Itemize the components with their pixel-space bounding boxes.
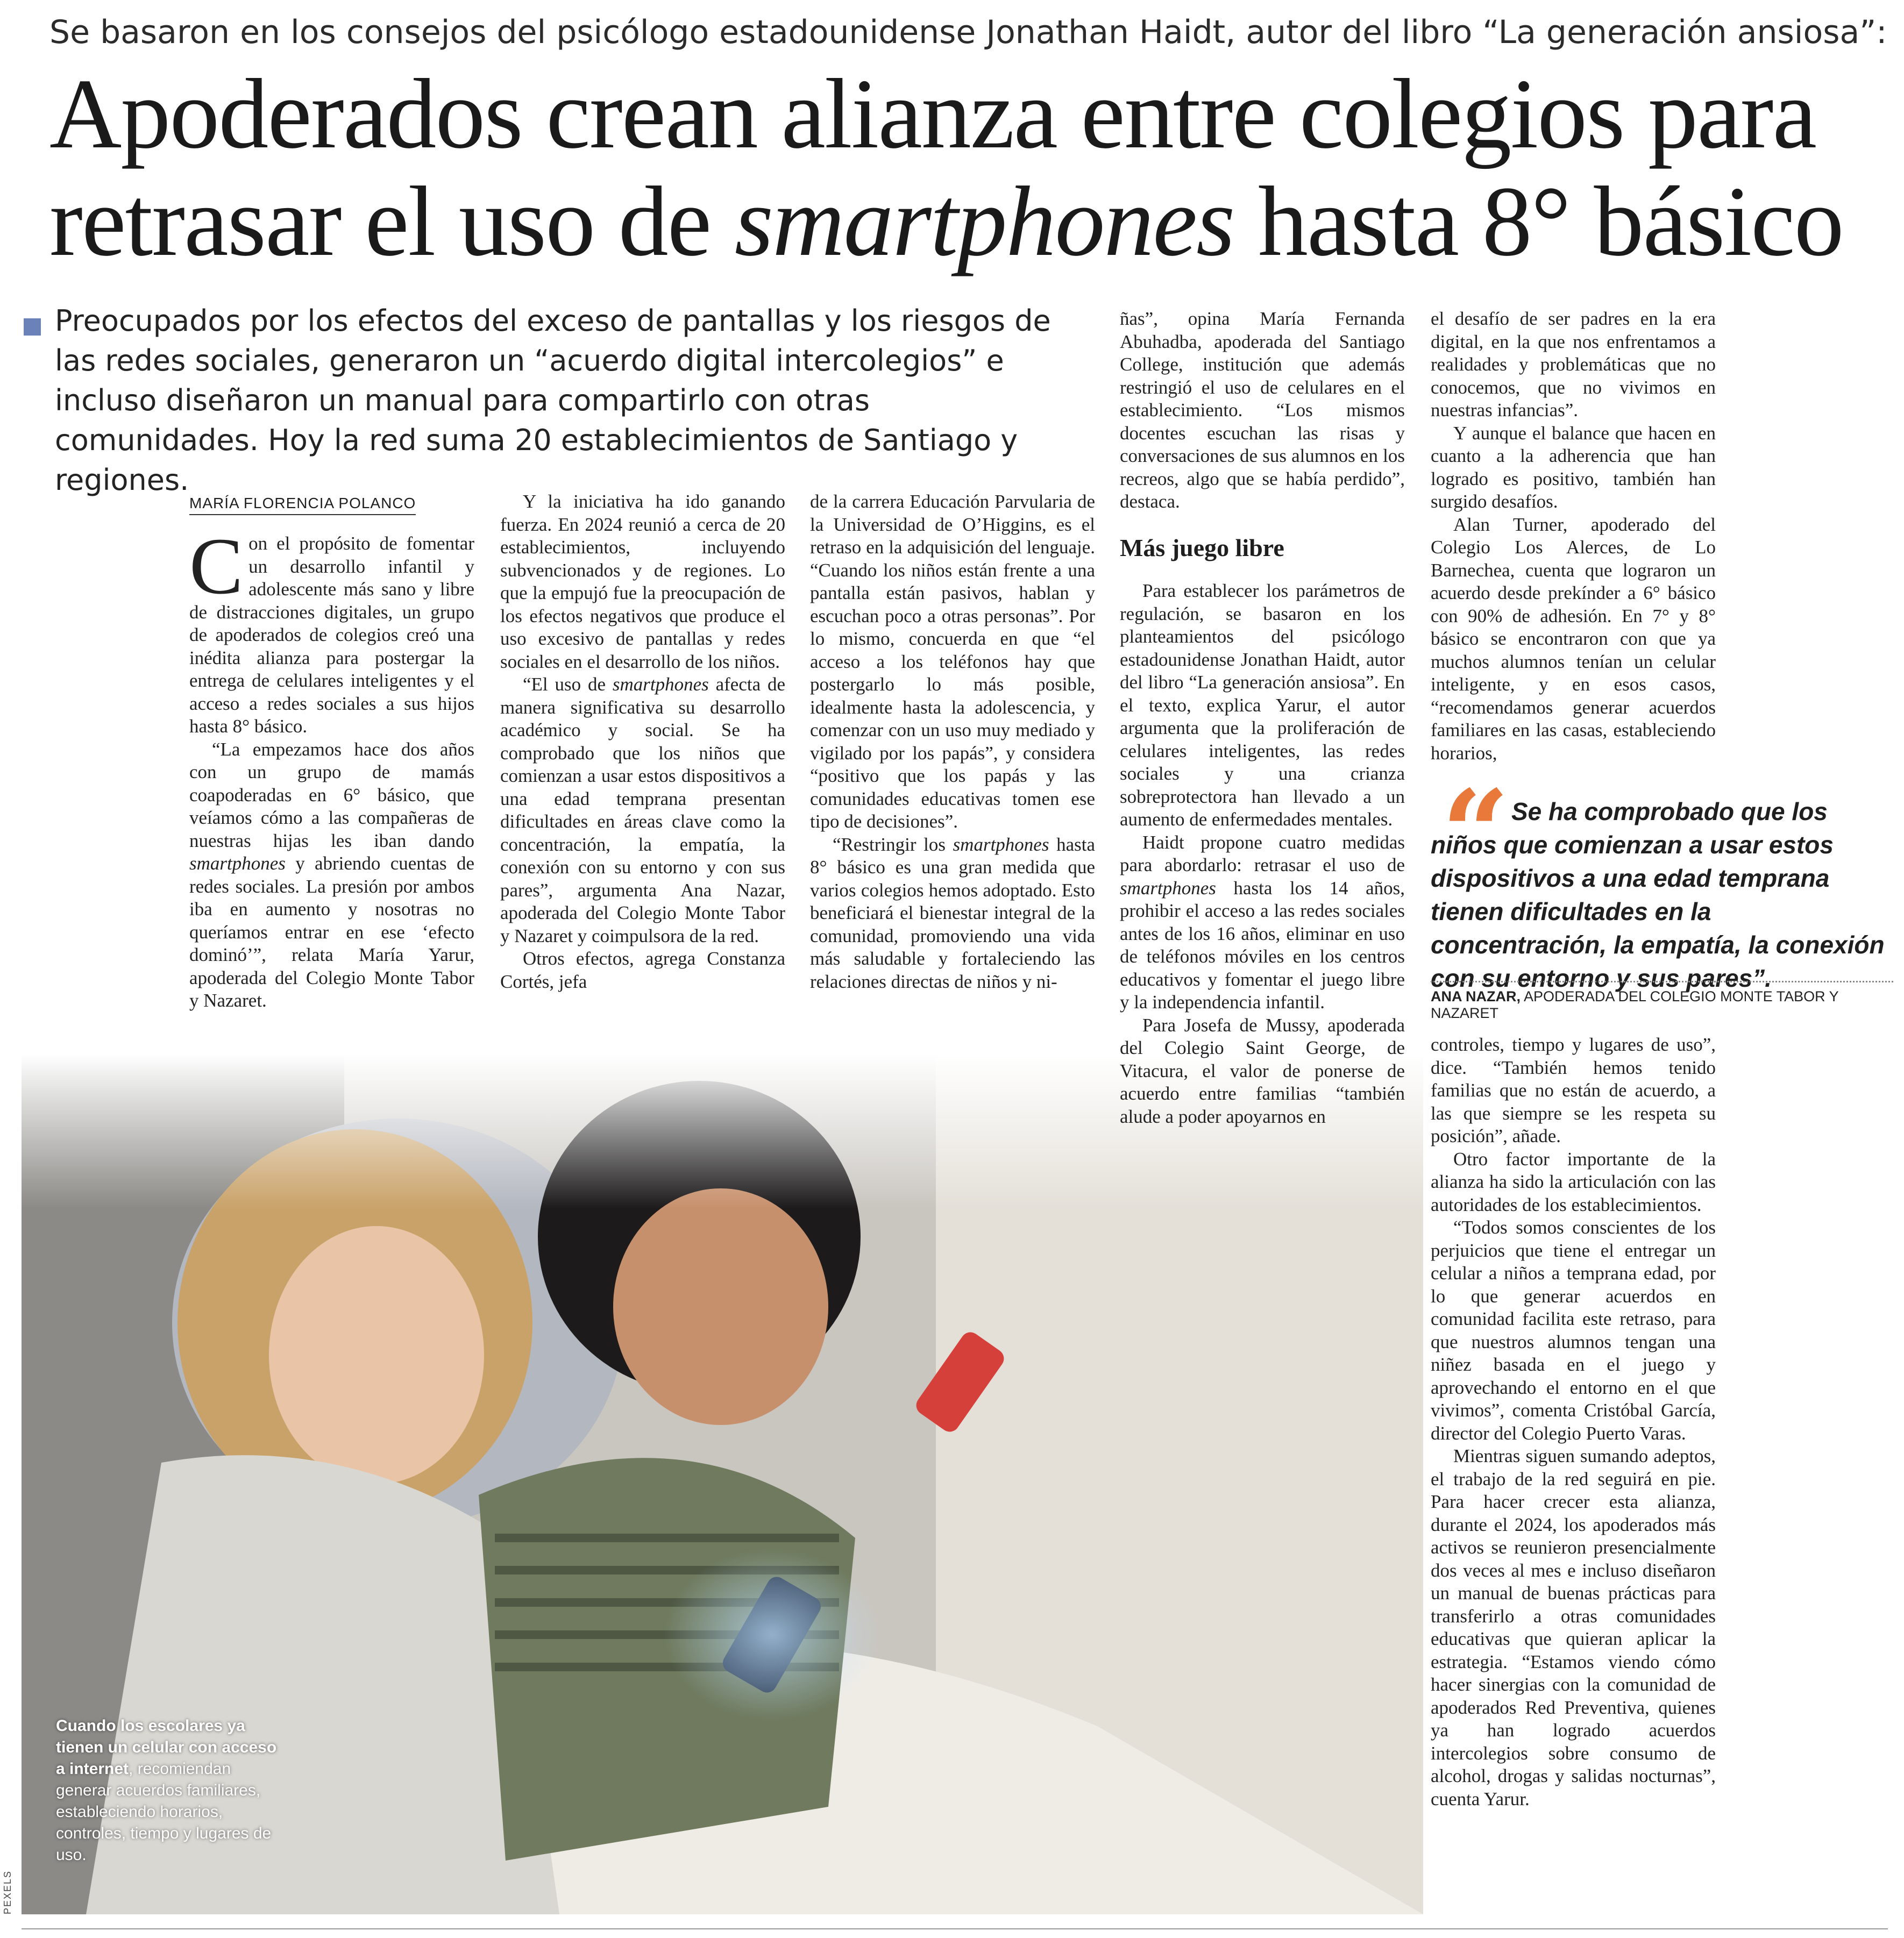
col5-paragraph-5: Otro factor importante de la alianza ha sido la articulación con las autoridades de los establecimientos.	[1431, 1148, 1716, 1215]
column-4-continued	[1120, 580, 1405, 1128]
col1-p2-b: y abriendo cuentas de redes sociales. La presión por ambos iba en aumento y nosotras no queríamos entrar en ese ‘efecto dominó’”, relata María Yarur, apoderada del Colegio Monte Tabor y Nazaret.	[189, 853, 474, 1011]
drop-cap: C	[189, 522, 244, 611]
col5-paragraph-1: el desafío de ser padres en la era digital, en la que nos enfrentamos a realidades y problemáticas que no conocemos, que no vivimos en nuestras infancias”.	[1431, 308, 1716, 421]
headline-italic: smartphones	[734, 166, 1234, 277]
column-4	[1120, 308, 1405, 514]
photo-credit: PEXELS	[2, 1870, 13, 1914]
column-3	[810, 490, 1095, 993]
col2-paragraph-1: Y la iniciativa ha ido ganando fuerza. En 2024 reunió a cerca de 20 establecimientos, incluyendo subvencionados y de regiones. Lo que la empujó fue la preocupación de los efectos negativos que produce el uso excesivo de pantallas y redes sociales en el desarrollo de los niños.	[500, 491, 785, 672]
kicker: Se basaron en los consejos del psicólogo estadounidense Jonathan Haidt, autor del libro “La generación ansiosa”:	[49, 13, 1887, 51]
caption-bold: Cuando los escolares ya tienen un celular con acceso a internet	[56, 1717, 277, 1778]
col5-paragraph-6: “Todos somos conscientes de los perjuicios que tiene el entregar un celular a niños a temprana edad, por lo que generar acuerdos en comunidad facilita este retraso, para que nuestros alumnos tengan una niñez basada en el juego y aprovechando el entorno en el que vivimos”, comenta Cristóbal García, director del Colegio Puerto Varas.	[1431, 1217, 1716, 1444]
col2-p2-b: afecta de manera significativa su desarrollo académico y social. Se ha comprobado que los niños que comienzan a usar estos dispositivos a una edad temprana presentan dificultades en áreas clave como la concentración, la empatía, la conexión con su entorno y con sus pares”, argumenta Ana Nazar, apoderada del Colegio Monte Tabor y Nazaret y coimpulsora de la red.	[500, 674, 785, 946]
column-2	[500, 490, 785, 993]
col1-p1-text: on el propósito de fomentar un desarrollo infantil y adolescente más sano y libre de distracciones digitales, un grupo de apoderados de colegios creó una inédita alianza para postergar la entrega de celulares inteligentes y el acceso a redes sociales a sus hijos hasta 8° básico.	[189, 533, 474, 737]
headline-line1: Apoderados crean alianza entre colegios para	[49, 59, 1816, 169]
attribution-role: APODERADA DEL COLEGIO MONTE TABOR Y NAZARET	[1431, 988, 1839, 1021]
col4-p3-a: Haidt propone cuatro medidas para abordarlo: retrasar el uso de	[1120, 831, 1405, 875]
headline-line2-a: retrasar el uso de	[49, 166, 735, 277]
column-5	[1431, 308, 1716, 765]
column-1	[189, 522, 474, 1013]
col3-p2-b: hasta 8° básico es una gran medida que varios colegios hemos adoptado. Esto beneficiará el bienestar integral de la comunidad, promoviendo una vida más saludable y fortaleciendo las relaciones directas de niños y ni-	[810, 833, 1095, 992]
col1-p2-a: “La empezamos hace dos años con un grupo de mamás coapoderadas en 6° básico, que veíamos cómo a las compañeras de nuestras hijas les iban dando	[189, 738, 474, 851]
col4-p3-b: hasta los 14 años, prohibir el acceso a las redes sociales antes de los 16 años, eliminar en uso de teléfonos móviles en los centros educativos y fomentar el juego libre y la independencia infantil.	[1120, 877, 1405, 1013]
col5-paragraph-2: Y aunque el balance que hacen en cuanto a la adherencia que han logrado es positivo, también han surgido desafíos.	[1431, 422, 1716, 512]
col4-p3-italic: smartphones	[1120, 877, 1216, 899]
bottom-divider	[22, 1928, 1888, 1929]
col4-paragraph-3	[1120, 831, 1405, 1014]
caption-rest: , recomiendan generar acuerdos familiares, estableciendo horarios, controles, tiempo y lugares de uso.	[56, 1760, 272, 1864]
col5-paragraph-7: Mientras siguen sumando adeptos, el trabajo de la red seguirá en pie. Para hacer crecer esta alianza, durante el 2024, los apoderados más activos se reunieron presencialmente dos veces al mes e incluso diseñaron un manual de buenas prácticas para transferirlo a otras comunidades educativas que quieran aplicar la estrategia. “Estamos viendo cómo hacer sinergias con la comunidad de apoderados Red Preventiva, quienes ya han logrado acuerdos intercolegios sobre consumo de alcohol, drogas y salidas nocturnas”, cuenta Yarur.	[1431, 1445, 1716, 1809]
col2-p2-a: “El uso de	[523, 674, 613, 695]
column-5-continued	[1431, 1034, 1716, 1811]
col4-paragraph-1: ñas”, opina María Fernanda Abuhadba, apoderada del Santiago College, institución que además restringió el uso de celulares en el establecimiento. “Los mismos docentes escuchan las risas y conversaciones de sus alumnos en los recreos, algo que se había perdido”, destaca.	[1120, 308, 1405, 512]
headline	[49, 60, 1878, 275]
col4-paragraph-4: Para Josefa de Mussy, apoderada del Colegio Saint George, de Vitacura, el valor de ponerse de acuerdo entre familias “también alude a poder apoyarnos en	[1120, 1014, 1405, 1127]
headline-line2	[49, 168, 1878, 275]
pull-quote-divider	[1431, 981, 1893, 982]
headline-line2-b: hasta 8° básico	[1234, 166, 1843, 277]
col2-paragraph-3: Otros efectos, agrega Constanza Cortés, jefa	[500, 948, 785, 992]
col1-paragraph-2	[189, 738, 474, 1013]
col3-p2-a: “Restringir los	[833, 833, 953, 855]
col3-p2-italic: smartphones	[953, 833, 1049, 855]
col3-paragraph-2	[810, 833, 1095, 994]
pull-quote-text: Se ha comprobado que los niños que comienzan a usar estos dispositivos a una edad temprana tienen dificultades en la concentración, la empatía, la conexión con su entorno y sus pares”.	[1431, 797, 1885, 992]
col3-paragraph-1: de la carrera Educación Parvularia de la Universidad de O’Higgins, es el retraso en la adquisición del lenguaje. “Cuando los niños están frente a una pantalla están pasivos, hablan y escuchan poco a otras personas”. Por lo mismo, concuerda en que “el acceso a los teléfonos hay que postergarlo lo más posible, idealmente hasta la adolescencia, y comenzar con un uso muy mediado y vigilado por los papás”, y considera “positivo que los papás y las comunidades educativas tomen ese tipo de decisiones”.	[810, 491, 1095, 832]
col5-paragraph-3: Alan Turner, apoderado del Colegio Los Alerces, de Lo Barnechea, cuenta que lograron un acuerdo desde prekínder a 6° básico con 90% de adhesión. En 7° y 8° básico se encontraron con que ya muchos alumnos tenían un celular inteligente, y en esos casos, “recomendamos generar acuerdos familiares en las casas, estableciendo horarios,	[1431, 514, 1716, 764]
col1-p2-italic: smartphones	[189, 853, 286, 874]
col1-paragraph-1	[189, 522, 474, 738]
lead-bullet-icon	[24, 318, 41, 336]
subhead-mas-juego-libre: Más juego libre	[1120, 534, 1284, 561]
byline: MARÍA FLORENCIA POLANCO	[189, 495, 416, 515]
lead-paragraph: Preocupados por los efectos del exceso de pantallas y los riesgos de las redes sociales, generaron un “acuerdo digital intercolegios” e incluso diseñaron un manual para compartirlo con otras comunidades. Hoy la red suma 20 establecimientos de Santiago y regiones.	[55, 304, 1051, 497]
col2-paragraph-2	[500, 673, 785, 947]
pull-quote	[1431, 795, 1888, 995]
col2-p2-italic: smartphones	[612, 674, 709, 695]
col4-paragraph-2: Para establecer los parámetros de regulación, se basaron en los planteamientos del psicólogo estadounidense Jonathan Haidt, autor del libro “La generación ansiosa”. En el texto, explica Yarur, el autor argumenta que la proliferación de celulares inteligentes, las redes sociales y una crianza sobreprotectora han llevado a un aumento de enfermedades mentales.	[1120, 580, 1405, 830]
quote-mark-icon: “	[1441, 764, 1510, 903]
pull-quote-attribution	[1431, 988, 1904, 1022]
photo-caption	[56, 1715, 287, 1866]
attribution-name: ANA NAZAR,	[1431, 988, 1521, 1004]
col5-paragraph-4: controles, tiempo y lugares de uso”, dice. “También hemos tenido familias que no están de acuerdo, a las que siempre se les respeta su posición”, añade.	[1431, 1034, 1716, 1146]
